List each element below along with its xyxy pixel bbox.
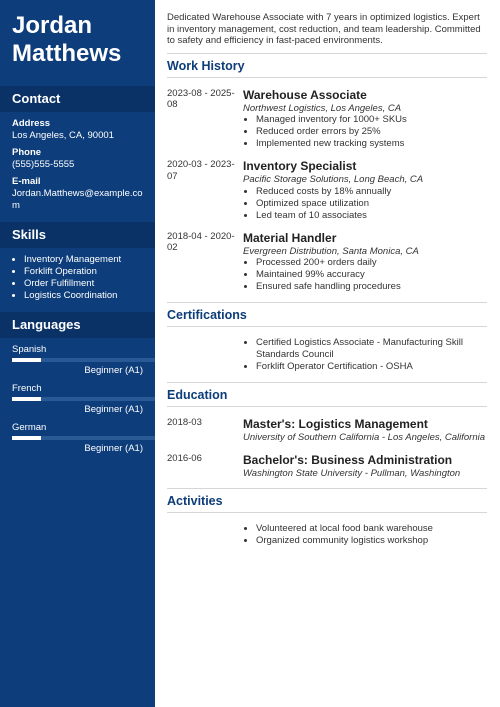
languages-section (0, 338, 155, 465)
language-item (12, 344, 155, 377)
language-level: Beginner (A1) (84, 404, 143, 415)
activities-heading: Activities (167, 488, 487, 513)
work-date: 2018-04 - 2020-02 (167, 230, 235, 253)
degree-title: Master's: Logistics Management (243, 417, 428, 431)
language-item (12, 383, 155, 416)
work-date: 2020-03 - 2023-07 (167, 159, 235, 182)
certification-item: • Forklift Operator Certification - OSHA (256, 361, 487, 373)
achievement-list (243, 257, 487, 293)
school: Washington State University - Pullman, Washington (243, 467, 461, 479)
work-date: 2023-08 - 2025-08 (167, 87, 235, 110)
achievement-item: • Reduced order errors by 25% (256, 126, 487, 138)
language-item (12, 422, 155, 455)
school: University of Southern California - Los Angeles, California (243, 432, 486, 443)
languages-heading: Languages (0, 312, 155, 338)
achievement-item: • Ensured safe handling procedures (256, 281, 487, 293)
achievement-list (243, 114, 487, 150)
work-entry (167, 159, 487, 222)
certifications-heading: Certifications (167, 302, 487, 327)
company: Pacific Storage Solutions, Long Beach, CA (243, 174, 424, 185)
activities-section (167, 523, 487, 547)
degree-title: Bachelor's: Business Administration (243, 452, 453, 467)
contact-section (0, 112, 155, 222)
sidebar (0, 0, 155, 707)
activity-list (243, 523, 487, 547)
language-level-fill (12, 397, 41, 401)
last-name: Matthews (12, 40, 122, 67)
language-name: German (12, 422, 47, 433)
skill-item: • Inventory Management (24, 254, 143, 266)
job-title: Inventory Specialist (243, 159, 357, 173)
skill-item: • Logistics Coordination (24, 290, 143, 302)
language-level-fill (12, 436, 41, 440)
activity-item: • Volunteered at local food bank warehouse (256, 523, 487, 535)
education-date: 2016-06 (167, 452, 202, 464)
first-name: Jordan (12, 12, 93, 39)
education-entry (167, 417, 487, 444)
company: Evergreen Distribution, Santa Monica, CA (243, 245, 419, 257)
phone-value: (555)555-5555 (12, 159, 75, 170)
job-title: Material Handler (243, 230, 337, 245)
email-value: Jordan.Matthews@example.com (12, 188, 143, 211)
language-level-fill (12, 358, 41, 362)
summary: Dedicated Warehouse Associate with 7 years in optimized logistics. Expert in inventory management, cost reduction, and team leadership. Committed to safety and efficiency in fast-paced environments. (167, 12, 481, 46)
achievement-list (243, 186, 487, 222)
activity-item: • Organized community logistics workshop (256, 535, 487, 547)
education-heading: Education (167, 382, 487, 407)
job-title: Warehouse Associate (243, 87, 367, 102)
certifications-section (167, 337, 487, 373)
achievement-item: • Reduced costs by 18% annually (256, 186, 487, 198)
achievement-item: • Implemented new tracking systems (256, 138, 487, 150)
phone-label: Phone (12, 147, 42, 158)
work-history-heading: Work History (167, 53, 487, 78)
language-level-bar (12, 358, 155, 362)
certification-item: • Certified Logistics Associate - Manufacturing Skill Standards Council (256, 337, 487, 361)
skills-section (0, 248, 155, 312)
certification-list (243, 337, 487, 373)
achievement-item: • Processed 200+ orders daily (256, 257, 487, 269)
main-content (167, 12, 487, 556)
language-level-bar (12, 436, 155, 440)
address-label: Address (12, 118, 51, 129)
email-label: E-mail (12, 176, 41, 187)
skills-list (12, 254, 143, 302)
skills-heading: Skills (0, 222, 155, 248)
achievement-item: • Maintained 99% accuracy (256, 269, 487, 281)
language-level: Beginner (A1) (84, 443, 143, 454)
skill-item: • Order Fulfillment (24, 278, 143, 290)
achievement-item: • Managed inventory for 1000+ SKUs (256, 114, 487, 126)
work-entry (167, 231, 487, 294)
language-name: French (12, 383, 42, 394)
work-entry (167, 88, 487, 151)
language-level: Beginner (A1) (84, 365, 143, 376)
candidate-name (0, 0, 155, 68)
education-entry (167, 453, 487, 480)
education-date: 2018-03 (167, 417, 202, 428)
address-value: Los Angeles, CA, 90001 (12, 130, 114, 141)
language-level-bar (12, 397, 155, 401)
company: Northwest Logistics, Los Angeles, CA (243, 102, 402, 114)
skill-item: • Forklift Operation (24, 266, 143, 278)
achievement-item: • Optimized space utilization (256, 198, 487, 210)
language-name: Spanish (12, 344, 47, 355)
achievement-item: • Led team of 10 associates (256, 210, 487, 222)
contact-heading: Contact (0, 86, 155, 112)
